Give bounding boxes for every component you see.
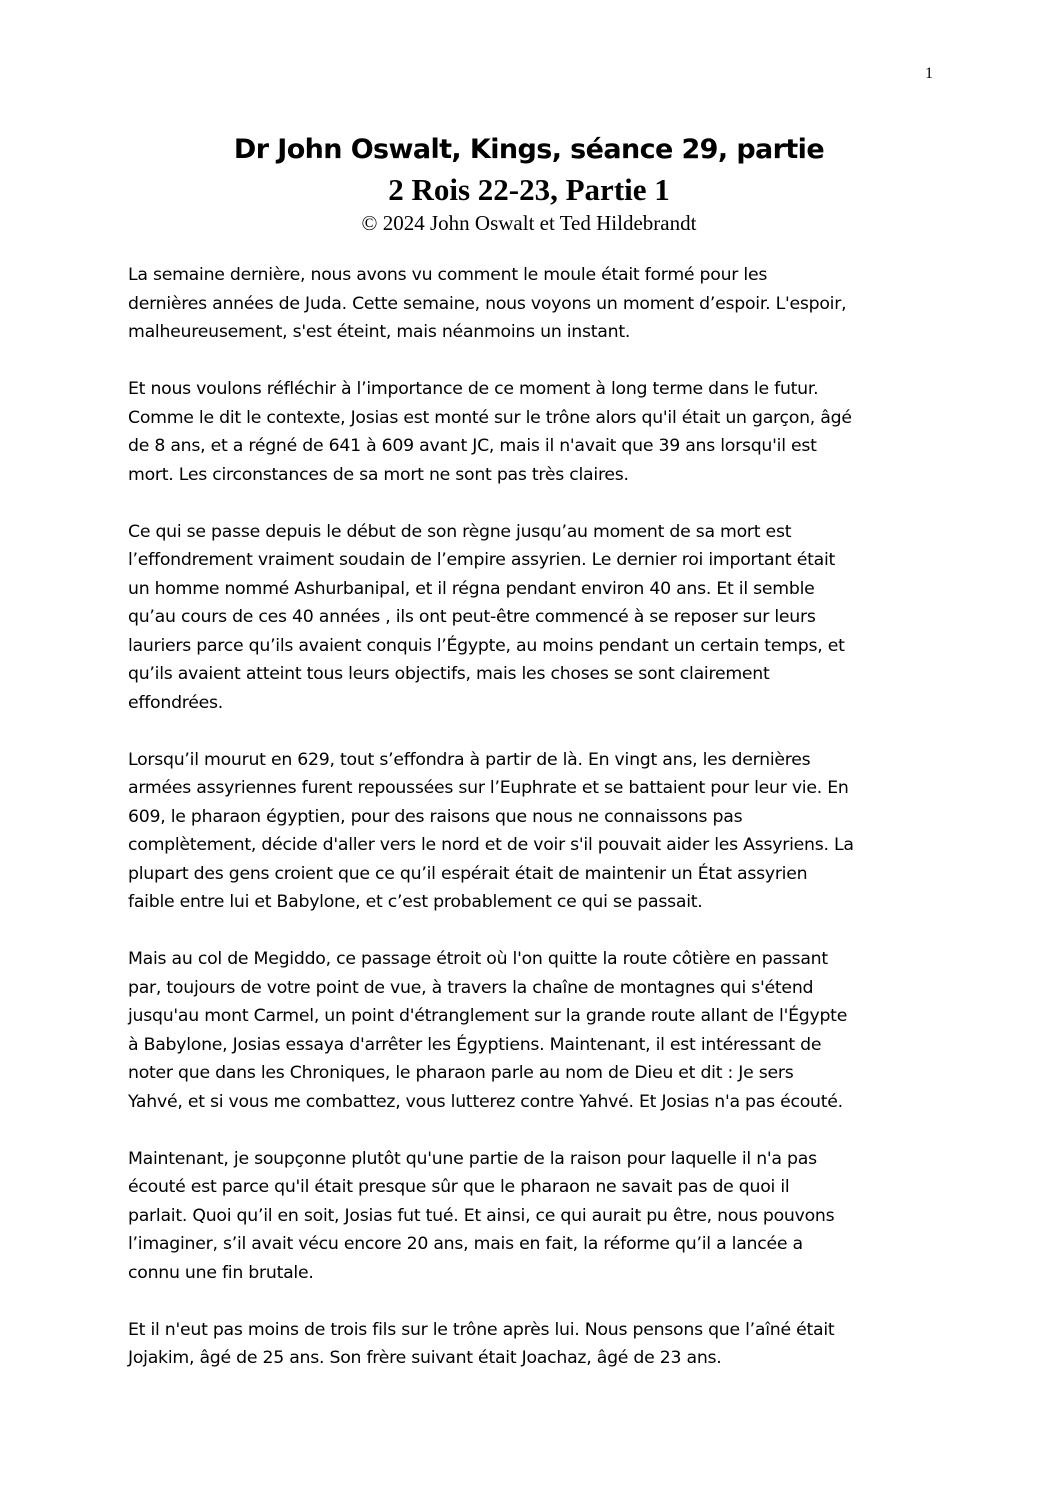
- text-line: armées assyriennes furent repoussées sur l’Euphrate et se battaient pour leur vie. En: [128, 778, 849, 798]
- text-line: qu’au cours de ces 40 années , ils ont peut-être commencé à se reposer sur leurs: [128, 607, 816, 627]
- text-line: Et nous voulons réfléchir à l’importance de ce moment à long terme dans le futur.: [128, 379, 819, 399]
- body-text: [128, 261, 940, 1401]
- text-line: complètement, décide d'aller vers le nord et de voir s'il pouvait aider les Assyriens. La: [128, 835, 854, 855]
- text-line: Ce qui se passe depuis le début de son règne jusqu’au moment de sa mort est: [128, 521, 792, 542]
- text-line: qu’ils avaient atteint tous leurs objectifs, mais les choses se sont clairement: [128, 664, 770, 684]
- paragraph: [128, 375, 940, 489]
- title-block: [0, 130, 1058, 236]
- paragraph: [128, 518, 940, 718]
- text-line: Yahvé, et si vous me combattez, vous lutterez contre Yahvé. Et Josias n'a pas écouté.: [128, 1091, 843, 1112]
- text-line: l’effondrement vraiment soudain de l’empire assyrien. Le dernier roi important était: [128, 550, 836, 570]
- text-line: La semaine dernière, nous avons vu comment le moule était formé pour les: [128, 265, 768, 285]
- text-line: de 8 ans, et a régné de 641 à 609 avant JC, mais il n'avait que 39 ans lorsqu'il est: [128, 436, 817, 456]
- paragraph: [128, 746, 940, 917]
- text-line: malheureusement, s'est éteint, mais néanmoins un instant.: [128, 322, 631, 342]
- paragraph: [128, 261, 940, 347]
- text-line: noter que dans les Chroniques, le pharaon parle au nom de Dieu et dit : Je sers: [128, 1063, 794, 1083]
- text-line: 609, le pharaon égyptien, pour des raisons que nous ne connaissons pas: [128, 806, 743, 827]
- text-line: à Babylone, Josias essaya d'arrêter les Égyptiens. Maintenant, il est intéressant de: [128, 1034, 822, 1055]
- text-line: mort. Les circonstances de sa mort ne sont pas très claires.: [128, 464, 629, 485]
- text-line: Lorsqu’il mourut en 629, tout s’effondra à partir de là. En vingt ans, les dernières: [128, 749, 811, 770]
- document-title: Dr John Oswalt, Kings, séance 29, partie: [233, 134, 825, 165]
- text-line: jusqu'au mont Carmel, un point d'étranglement sur la grande route allant de l'Égypte: [128, 1006, 848, 1026]
- document-subtitle: 2 Rois 22-23, Partie 1: [388, 172, 670, 207]
- text-line: un homme nommé Ashurbanipal, et il régna pendant environ 40 ans. Et il semble: [128, 578, 815, 599]
- text-line: écouté est parce qu'il était presque sûr que le pharaon ne savait pas de quoi il: [128, 1177, 790, 1197]
- paragraph: [128, 1316, 940, 1373]
- text-line: lauriers parce qu’ils avaient conquis l’Égypte, au moins pendant un certain temps, et: [128, 635, 845, 656]
- paragraph: [128, 945, 940, 1116]
- text-line: Et il n'eut pas moins de trois fils sur le trône après lui. Nous pensons que l’aîné était: [128, 1319, 835, 1340]
- copyright-notice: © 2024 John Oswalt et Ted Hildebrandt: [361, 211, 697, 235]
- text-line: faible entre lui et Babylone, et c’est probablement ce qui se passait.: [128, 892, 703, 912]
- text-line: effondrées.: [128, 692, 224, 713]
- text-line: Maintenant, je soupçonne plutôt qu'une partie de la raison pour laquelle il n'a pas: [128, 1148, 817, 1169]
- text-line: dernières années de Juda. Cette semaine, nous voyons un moment d’espoir. L'espoir,: [128, 293, 847, 314]
- text-line: parlait. Quoi qu’il en soit, Josias fut tué. Et ainsi, ce qui aurait pu être, nous pouvons: [128, 1205, 835, 1226]
- text-line: plupart des gens croient que ce qu’il espérait était de maintenir un État assyrien: [128, 863, 808, 884]
- text-line: par, toujours de votre point de vue, à travers la chaîne de montagnes qui s'étend: [128, 977, 814, 998]
- text-line: connu une fin brutale.: [128, 1262, 314, 1283]
- text-line: Mais au col de Megiddo, ce passage étroit où l'on quitte la route côtière en passant: [128, 949, 828, 969]
- text-line: l’imaginer, s’il avait vécu encore 20 ans, mais en fait, la réforme qu’il a lancée a: [128, 1234, 803, 1254]
- page-number: 1: [925, 65, 933, 82]
- text-line: Comme le dit le contexte, Josias est monté sur le trône alors qu'il était un garçon, âgé: [128, 407, 852, 428]
- paragraph: [128, 1145, 940, 1288]
- text-line: Jojakim, âgé de 25 ans. Son frère suivant était Joachaz, âgé de 23 ans.: [128, 1348, 722, 1368]
